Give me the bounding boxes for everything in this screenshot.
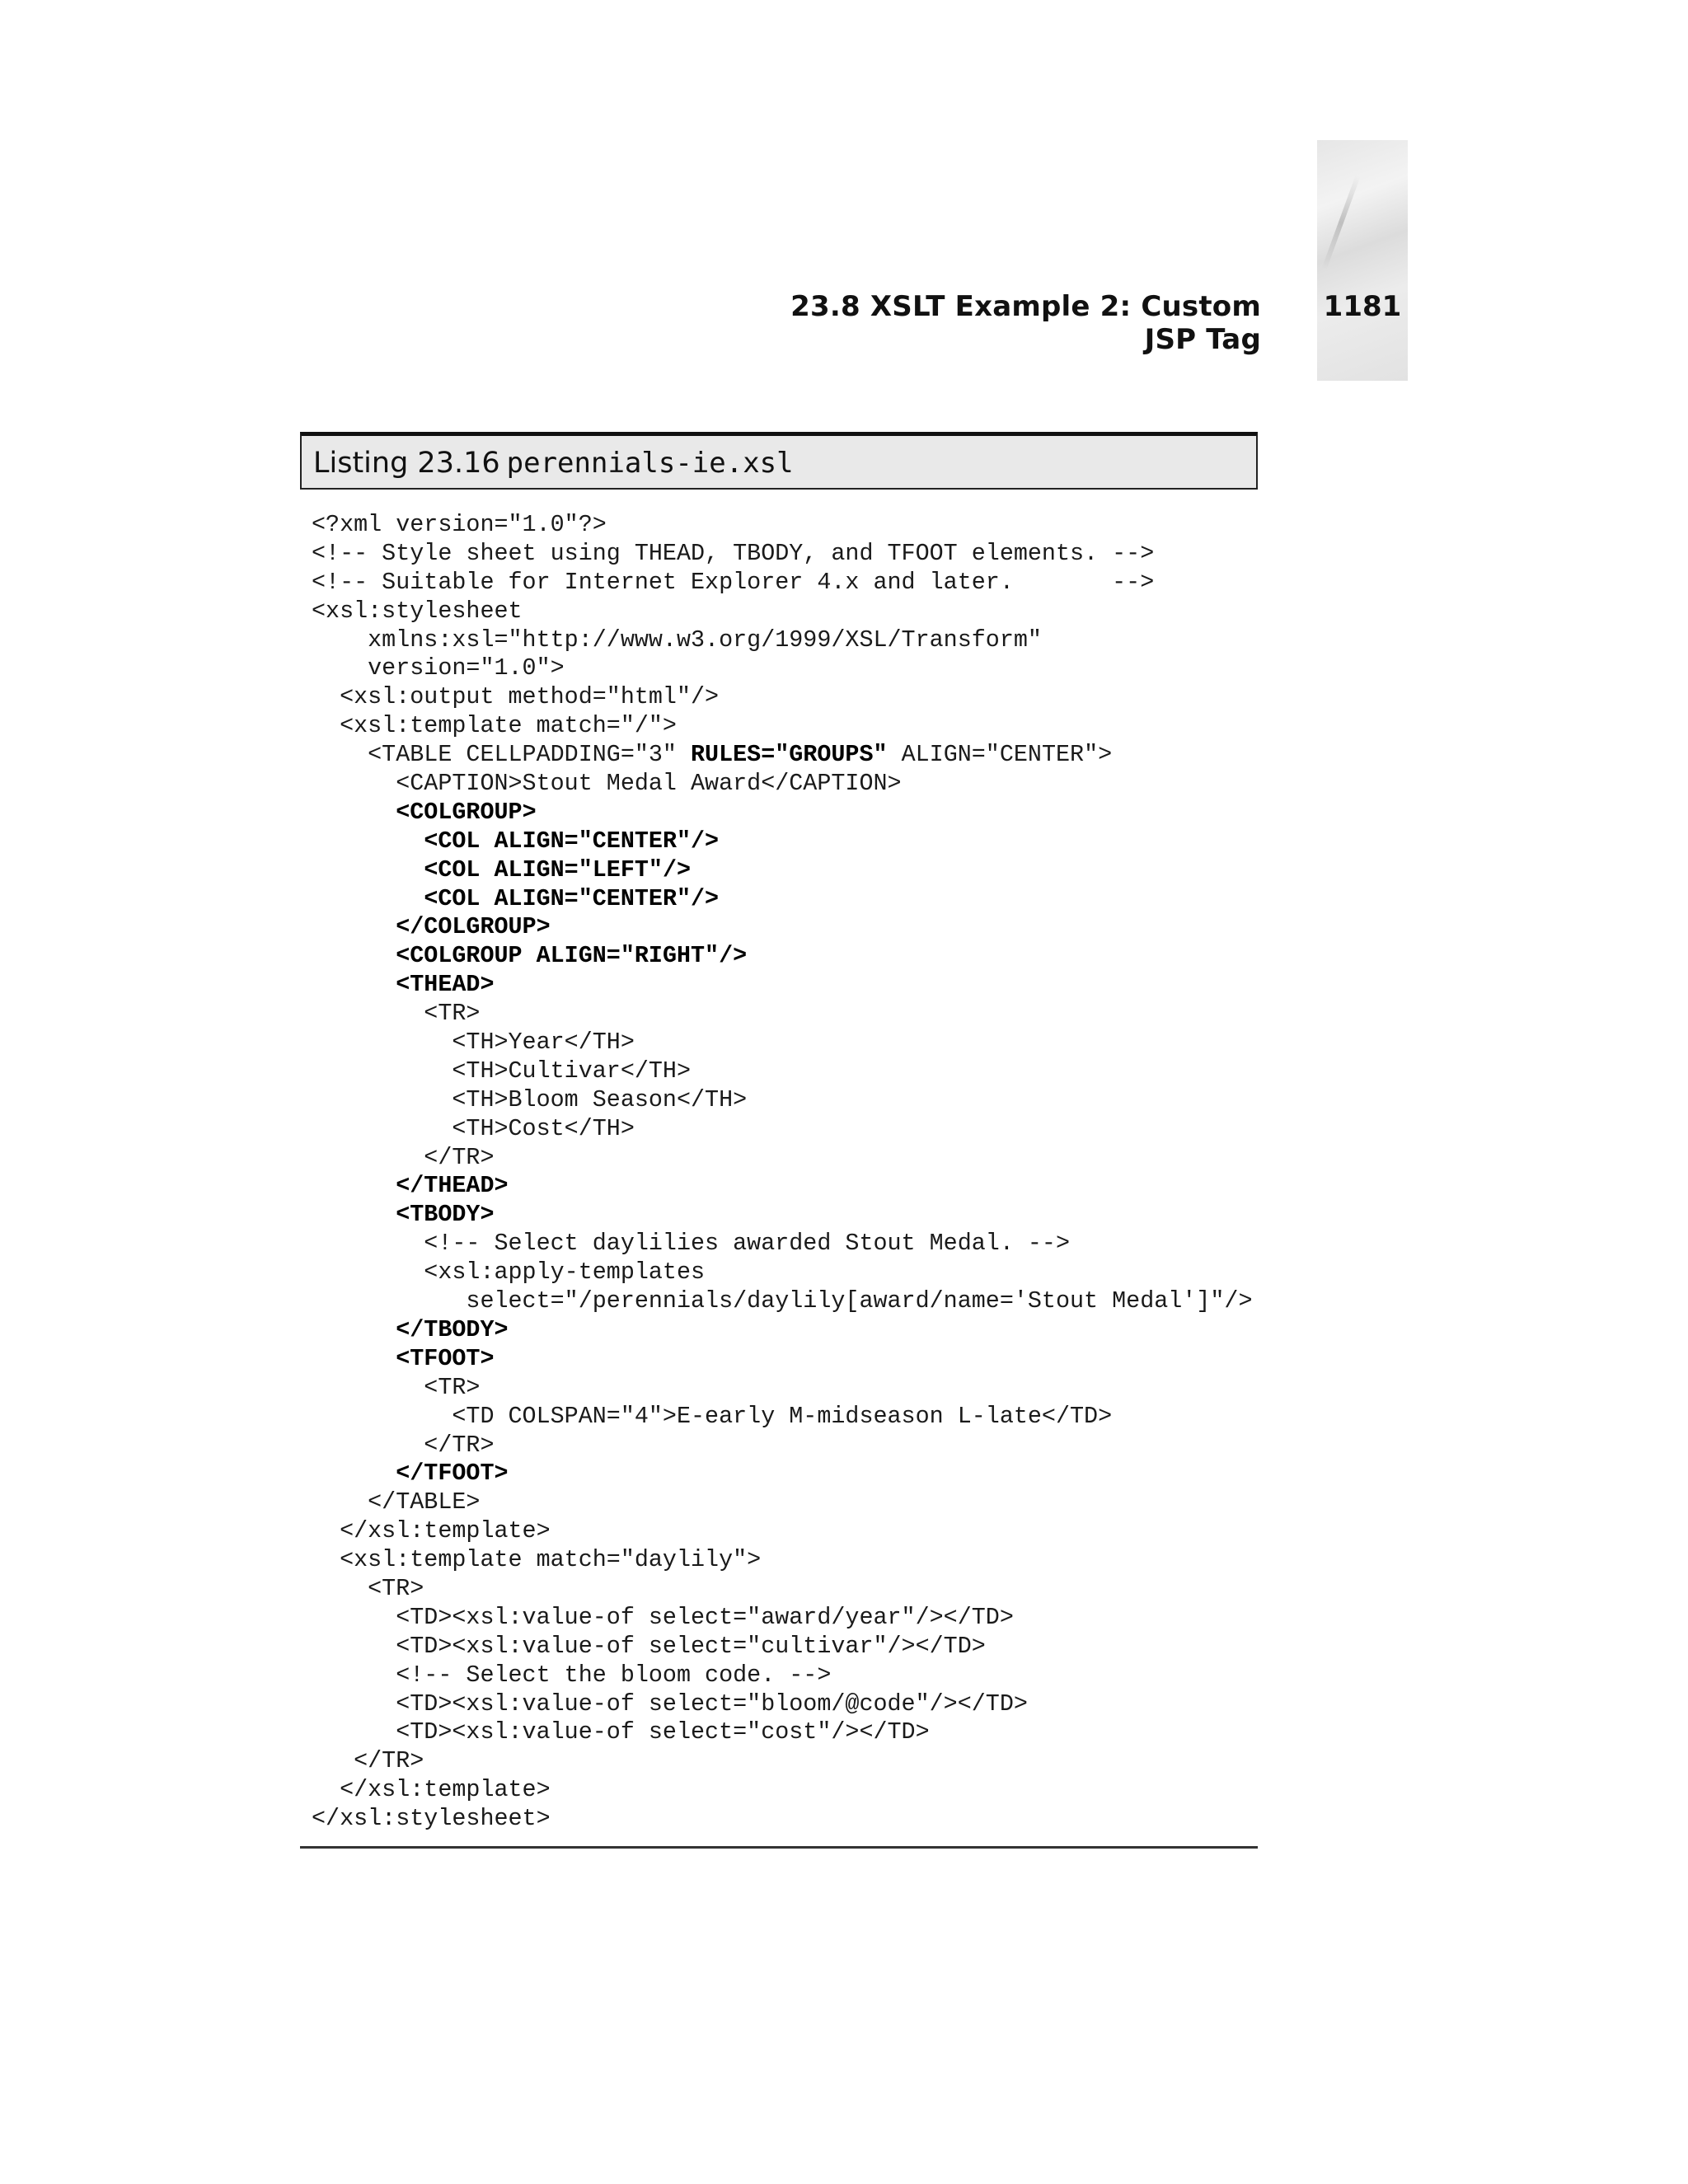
code-bold-segment: </THEAD>	[396, 1172, 509, 1200]
code-bold-segment: <COL ALIGN="CENTER"/>	[424, 884, 720, 912]
code-line	[312, 626, 1253, 655]
code-line	[312, 511, 1253, 540]
code-segment: <TD><xsl:value-of select="award/year"/></TD>	[312, 1603, 1014, 1631]
code-segment: </TABLE>	[312, 1488, 481, 1516]
code-line	[312, 1345, 1253, 1374]
code-line	[312, 799, 1253, 827]
code-segment: <TD><xsl:value-of select="cultivar"/></TD>	[312, 1632, 986, 1660]
code-line	[312, 741, 1253, 770]
code-line	[312, 1747, 1253, 1776]
code-line	[312, 1403, 1253, 1432]
code-line	[312, 598, 1253, 626]
code-line	[312, 1029, 1253, 1057]
code-line	[312, 712, 1253, 741]
code-line	[312, 827, 1253, 856]
code-segment: version="1.0">	[312, 654, 565, 682]
code-segment: <TD><xsl:value-of select="bloom/@code"/></TD>	[312, 1690, 1028, 1718]
code-bold-segment: <COLGROUP>	[396, 798, 537, 826]
code-line	[312, 1690, 1253, 1719]
code-segment: <TD COLSPAN="4">E-early M-midseason L-late</TD>	[312, 1402, 1113, 1430]
code-segment: </TR>	[312, 1431, 495, 1459]
code-segment	[312, 971, 396, 998]
code-segment: <TH>Cultivar</TH>	[312, 1057, 692, 1085]
code-segment: </xsl:template>	[312, 1776, 551, 1804]
code-line	[312, 1488, 1253, 1517]
code-bold-segment: <TFOOT>	[396, 1344, 495, 1372]
code-segment: <!-- Select the bloom code. -->	[312, 1661, 832, 1689]
code-line	[312, 1172, 1253, 1201]
code-segment: <TD><xsl:value-of select="cost"/></TD>	[312, 1718, 930, 1746]
code-line	[312, 1374, 1253, 1403]
code-bold-segment: </TBODY>	[396, 1315, 509, 1343]
code-line	[312, 856, 1253, 885]
code-segment: <CAPTION>Stout Medal Award</CAPTION>	[312, 770, 902, 798]
code-line	[312, 540, 1253, 569]
code-bold-segment: <COL ALIGN="LEFT"/>	[424, 855, 692, 883]
code-line	[312, 1776, 1253, 1805]
code-segment	[312, 1316, 396, 1343]
code-segment: <!-- Style sheet using THEAD, TBODY, and TFOOT elements. -->	[312, 539, 1155, 567]
code-segment: <TR>	[312, 1574, 424, 1602]
running-head: 23.8 XSLT Example 2: Custom JSP Tag	[790, 290, 1261, 356]
code-line	[312, 1517, 1253, 1546]
code-line	[312, 1718, 1253, 1747]
code-line	[312, 1115, 1253, 1144]
code-line	[312, 1201, 1253, 1230]
code-line	[312, 971, 1253, 1000]
code-segment	[312, 1172, 396, 1199]
code-segment	[312, 885, 424, 912]
code-segment: <TH>Year</TH>	[312, 1029, 635, 1057]
code-segment: <!-- Select daylilies awarded Stout Medal. -->	[312, 1230, 1071, 1258]
listing-bottom-rule	[300, 1846, 1258, 1849]
code-line	[312, 569, 1253, 598]
code-segment: <xsl:template match="daylily">	[312, 1546, 762, 1574]
code-segment	[312, 856, 424, 883]
code-bold-segment: </TFOOT>	[396, 1460, 509, 1488]
listing-number: Listing 23.16	[313, 447, 500, 480]
page-edge-tab	[1317, 140, 1408, 381]
listing-caption	[313, 447, 794, 480]
listing-caption-box	[300, 432, 1258, 490]
code-segment: <xsl:template match="/">	[312, 712, 677, 740]
code-segment: <TR>	[312, 1000, 481, 1028]
code-line	[312, 1432, 1253, 1460]
code-segment: <xsl:stylesheet	[312, 597, 523, 625]
code-line	[312, 1575, 1253, 1604]
code-line	[312, 1460, 1253, 1488]
code-segment: </TR>	[312, 1747, 424, 1775]
code-line	[312, 1230, 1253, 1258]
code-bold-segment: <THEAD>	[396, 971, 495, 999]
code-bold-segment: </COLGROUP>	[396, 913, 551, 941]
code-line	[312, 1316, 1253, 1345]
listing-filename: perennials-ie.xsl	[506, 447, 794, 480]
code-line	[312, 1661, 1253, 1690]
code-segment: <!-- Suitable for Internet Explorer 4.x and later. -->	[312, 568, 1155, 596]
code-line	[312, 913, 1253, 942]
code-line	[312, 770, 1253, 799]
code-segment: <xsl:apply-templates	[312, 1258, 706, 1286]
code-line	[312, 1604, 1253, 1633]
code-line	[312, 1633, 1253, 1661]
code-segment	[312, 913, 396, 940]
code-line	[312, 1546, 1253, 1575]
code-line	[312, 942, 1253, 971]
code-line	[312, 885, 1253, 914]
code-line	[312, 654, 1253, 683]
code-bold-segment: RULES="GROUPS"	[691, 741, 888, 769]
code-segment: xmlns:xsl="http://www.w3.org/1999/XSL/Transform"	[312, 626, 1042, 654]
code-segment: </TR>	[312, 1143, 495, 1171]
code-line	[312, 683, 1253, 712]
code-line	[312, 1144, 1253, 1173]
code-segment: ALIGN="CENTER">	[887, 741, 1113, 769]
code-line	[312, 1086, 1253, 1115]
code-listing	[312, 511, 1253, 1834]
code-segment	[312, 942, 396, 969]
code-segment: </xsl:stylesheet>	[312, 1805, 551, 1833]
code-segment: <TH>Bloom Season</TH>	[312, 1085, 748, 1113]
code-segment: <TH>Cost</TH>	[312, 1114, 635, 1142]
code-bold-segment: <COL ALIGN="CENTER"/>	[424, 827, 720, 855]
code-segment	[312, 827, 424, 855]
code-segment	[312, 799, 396, 826]
code-segment: <?xml version="1.0"?>	[312, 511, 607, 538]
code-bold-segment: <COLGROUP ALIGN="RIGHT"/>	[396, 942, 748, 970]
code-line	[312, 1805, 1253, 1834]
code-bold-segment: <TBODY>	[396, 1201, 495, 1229]
code-line	[312, 1000, 1253, 1029]
code-segment: select="/perennials/daylily[award/name='Stout Medal']"/>	[312, 1287, 1253, 1315]
code-segment	[312, 1460, 396, 1487]
code-segment: <xsl:output method="html"/>	[312, 683, 720, 711]
code-segment	[312, 1345, 396, 1372]
code-segment: </xsl:template>	[312, 1517, 551, 1545]
code-line	[312, 1057, 1253, 1086]
code-line	[312, 1258, 1253, 1287]
code-segment: <TR>	[312, 1373, 481, 1401]
code-segment: <TABLE CELLPADDING="3"	[312, 741, 692, 769]
code-line	[312, 1287, 1253, 1316]
tab-texture	[1322, 176, 1361, 270]
page-number: 1181	[1323, 290, 1402, 323]
code-segment	[312, 1201, 396, 1228]
